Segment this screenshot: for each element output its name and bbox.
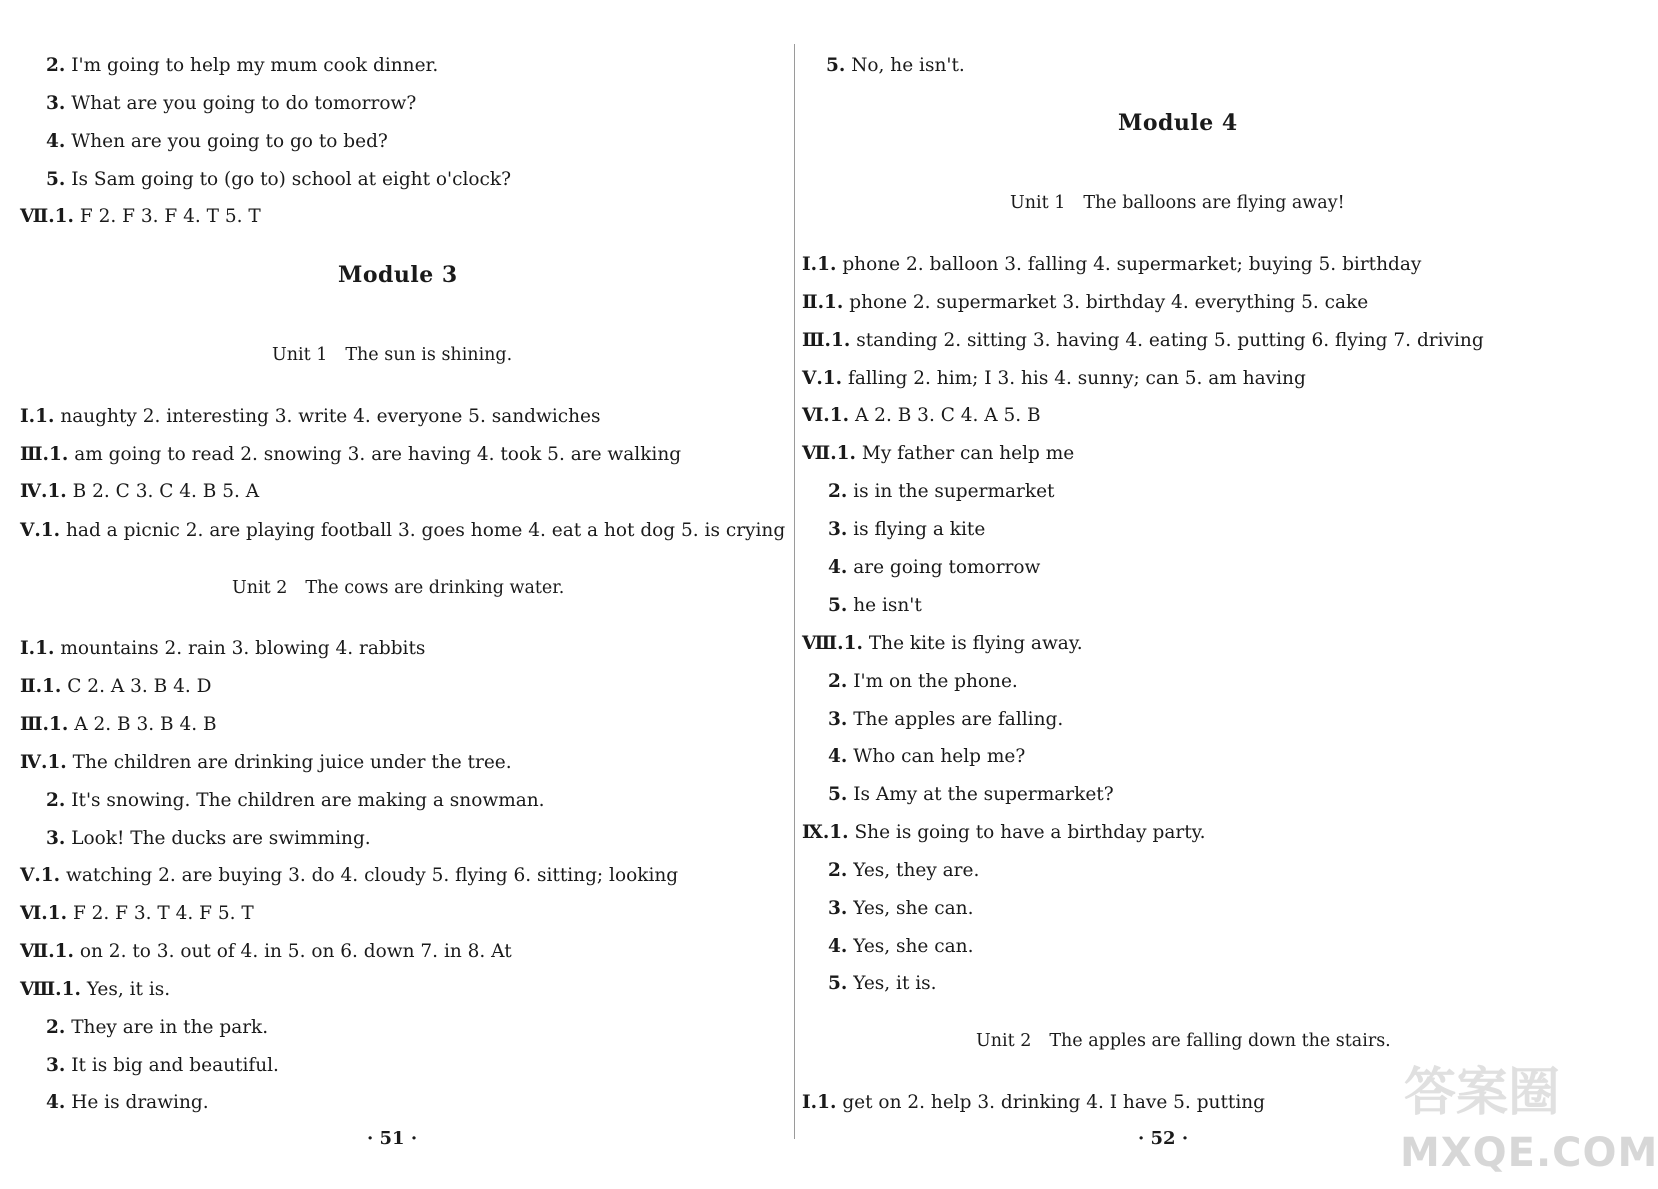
answer-line: Ⅵ.1. F 2. F 3. T 4. F 5. T (20, 903, 254, 924)
answer-line: Ⅳ.1. The children are drinking juice under the tree. (20, 752, 512, 773)
unit-title: Unit 2 The apples are falling down the stairs. (976, 1031, 1391, 1051)
answer-line: Ⅵ.1. A 2. B 3. C 4. A 5. B (802, 405, 1041, 426)
answer-line: Ⅸ.1. She is going to have a birthday party. (802, 822, 1206, 843)
answer-line: 2. I'm on the phone. (828, 671, 1018, 692)
answer-line: Ⅴ.1. had a picnic 2. are playing football 3. goes home 4. eat a hot dog 5. is crying (20, 520, 786, 541)
answer-line: Ⅰ.1. phone 2. balloon 3. falling 4. supermarket; buying 5. birthday (802, 254, 1422, 275)
answer-line: Ⅶ.1. F 2. F 3. F 4. T 5. T (20, 206, 261, 227)
watermark-url: MXQE.COM (1400, 1130, 1658, 1176)
answer-line: Ⅷ.1. Yes, it is. (20, 979, 171, 1000)
answer-line: 4. are going tomorrow (828, 557, 1041, 578)
unit-title: Unit 1 The sun is shining. (272, 345, 513, 365)
answer-line: Ⅳ.1. B 2. C 3. C 4. B 5. A (20, 481, 260, 502)
answer-line: Ⅴ.1. watching 2. are buying 3. do 4. cloudy 5. flying 6. sitting; looking (20, 865, 679, 886)
answer-line: 3. Look! The ducks are swimming. (46, 828, 371, 849)
watermark-logo-text: 答案圈 (1404, 1063, 1561, 1123)
answer-line: 5. Is Amy at the supermarket? (828, 784, 1114, 805)
answer-line: Ⅶ.1. My father can help me (802, 443, 1075, 464)
answer-line: 3. The apples are falling. (828, 709, 1064, 730)
answer-line: Ⅲ.1. standing 2. sitting 3. having 4. eating 5. putting 6. flying 7. driving (802, 330, 1484, 351)
answer-line: 3. What are you going to do tomorrow? (46, 93, 417, 114)
answer-line: Ⅶ.1. on 2. to 3. out of 4. in 5. on 6. down 7. in 8. At (20, 941, 512, 962)
answer-line: 5. Yes, it is. (828, 973, 937, 994)
page-divider (794, 44, 795, 1139)
answer-line: Ⅲ.1. A 2. B 3. B 4. B (20, 714, 217, 735)
answer-line: Ⅰ.1. get on 2. help 3. drinking 4. I have 5. putting (802, 1092, 1265, 1113)
answer-line: 4. When are you going to go to bed? (46, 131, 388, 152)
answer-line: Ⅴ.1. falling 2. him; I 3. his 4. sunny; can 5. am having (802, 368, 1306, 389)
answer-line: 5. he isn't (828, 595, 922, 616)
answer-line: 2. They are in the park. (46, 1017, 269, 1038)
answer-line: Ⅱ.1. C 2. A 3. B 4. D (20, 676, 212, 697)
answer-line: 2. I'm going to help my mum cook dinner. (46, 55, 439, 76)
answer-line: Ⅲ.1. am going to read 2. snowing 3. are having 4. took 5. are walking (20, 444, 682, 465)
watermark (1390, 1046, 1658, 1176)
answer-line: 3. It is big and beautiful. (46, 1055, 279, 1076)
answer-line: 2. Yes, they are. (828, 860, 980, 881)
answer-line: Ⅰ.1. mountains 2. rain 3. blowing 4. rabbits (20, 638, 426, 659)
answer-line: 2. It's snowing. The children are making a snowman. (46, 790, 545, 811)
answer-line: Ⅷ.1. The kite is flying away. (802, 633, 1083, 654)
answer-line: Ⅰ.1. naughty 2. interesting 3. write 4. everyone 5. sandwiches (20, 406, 601, 427)
answer-line: 3. Yes, she can. (828, 898, 974, 919)
answer-line: 2. is in the supermarket (828, 481, 1055, 502)
answer-line: 5. Is Sam going to (go to) school at eight o'clock? (46, 169, 512, 190)
answer-line: 4. Yes, she can. (828, 936, 974, 957)
unit-title: Unit 1 The balloons are flying away! (1010, 193, 1345, 213)
answer-line: Ⅱ.1. phone 2. supermarket 3. birthday 4. everything 5. cake (802, 292, 1369, 313)
unit-title: Unit 2 The cows are drinking water. (232, 578, 565, 598)
answer-line: 5. No, he isn't. (826, 55, 965, 76)
page-number: · 51 · (367, 1128, 418, 1149)
module-title: Module 4 (1118, 110, 1238, 136)
answer-line: 4. He is drawing. (46, 1092, 209, 1113)
module-title: Module 3 (338, 262, 458, 288)
answer-line: 4. Who can help me? (828, 746, 1026, 767)
page-number: · 52 · (1138, 1128, 1189, 1149)
answer-line: 3. is flying a kite (828, 519, 986, 540)
